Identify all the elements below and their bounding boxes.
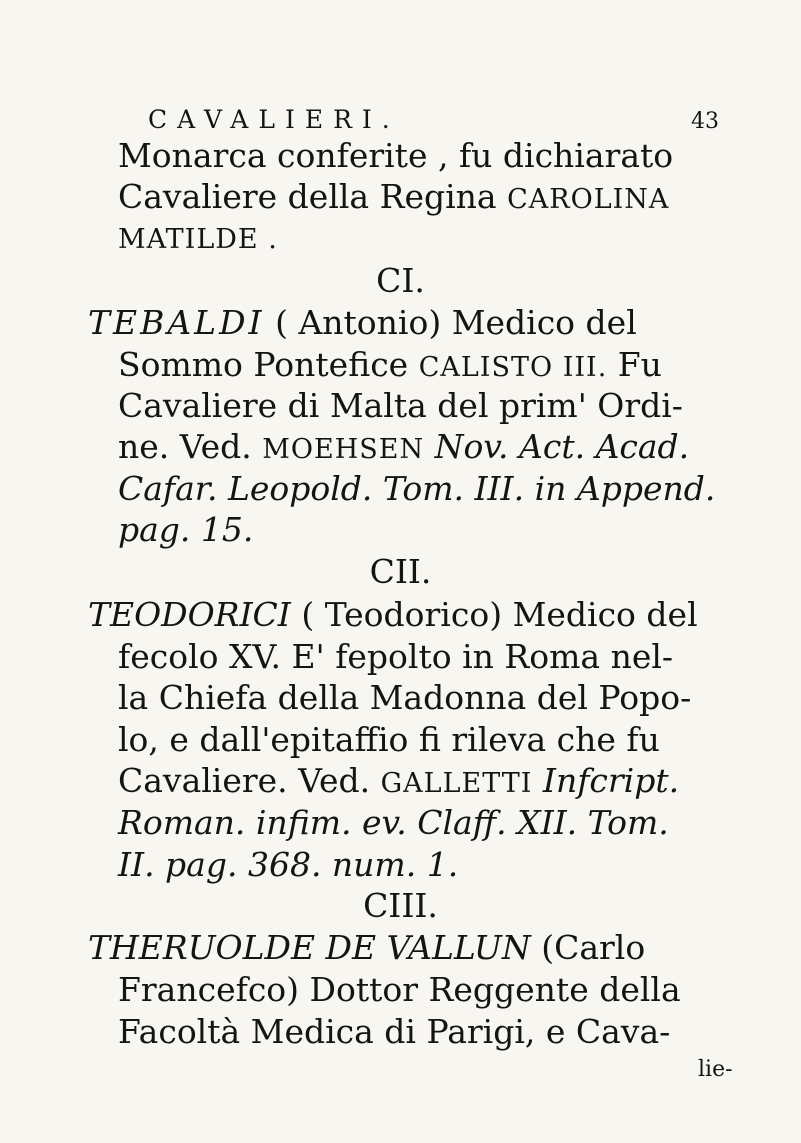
person-name: CAROLINA [507,184,670,215]
entry-numeral: CI. [376,261,425,300]
page-number: 43 [691,109,719,134]
text-span: ( Teodorico) Medico del [290,595,698,634]
person-name: MOEHSEN [262,434,425,465]
text-span: Fu [607,345,662,384]
citation-line: pag. 15. [118,510,254,549]
text-line [88,928,645,968]
citation-line: Cafar. Leopold. Tom. III. in Append. [118,469,716,508]
text-line [88,595,698,635]
text-line: Cavaliere di Malta del prim' Ordi- [118,386,683,425]
entry-name: TEODORICI [88,595,291,634]
text-span: Monarca conferite , fu dichiarato [118,136,674,175]
text-line [118,220,278,260]
person-name: CALISTO III. [418,352,608,383]
citation-line: II. pag. 368. num. 1. [118,845,459,884]
text-line [118,136,673,176]
entry-numeral: CIII. [363,886,438,925]
entry-name: THERUOLDE DE VALLUN [88,928,531,967]
text-line [88,303,637,343]
text-span: Cavaliere. Ved. [118,761,381,800]
text-line: fecolo XV. E' fepolto in Roma nel- [118,637,674,676]
text-line [118,427,689,470]
text-span: ( Antonio) Medico del [264,303,637,342]
entry-numeral: CII. [369,552,432,591]
text-span: Sommo Pontefice [118,345,419,384]
catchword: lie- [698,1057,733,1082]
text-span: MATILDE . [118,224,278,255]
text-span: (Carlo [530,928,646,967]
entry-name: TEBALDI [88,303,265,342]
text-line: la Chiefa della Madonna del Popo- [118,678,692,717]
text-line [118,761,679,804]
text-span: Cavaliere della Regina [118,177,508,216]
running-head-title: CAVALIERI. [148,105,400,134]
text-span: ne. Ved. [118,427,263,466]
running-head [0,103,801,137]
text-line [118,177,669,220]
text-line: Francefco) Dottor Reggente della [118,970,681,1009]
text-line: Facoltà Medica di Parigi, e Cava- [118,1012,671,1051]
person-name: GALLETTI [380,768,533,799]
citation: Infcript. [532,761,680,800]
citation-line: Roman. infim. ev. Claff. XII. Tom. [118,803,669,842]
citation: Nov. Act. Acad. [424,427,690,466]
text-line: lo, e dall'epitaffio fi rileva che fu [118,720,660,759]
text-line [118,345,662,388]
